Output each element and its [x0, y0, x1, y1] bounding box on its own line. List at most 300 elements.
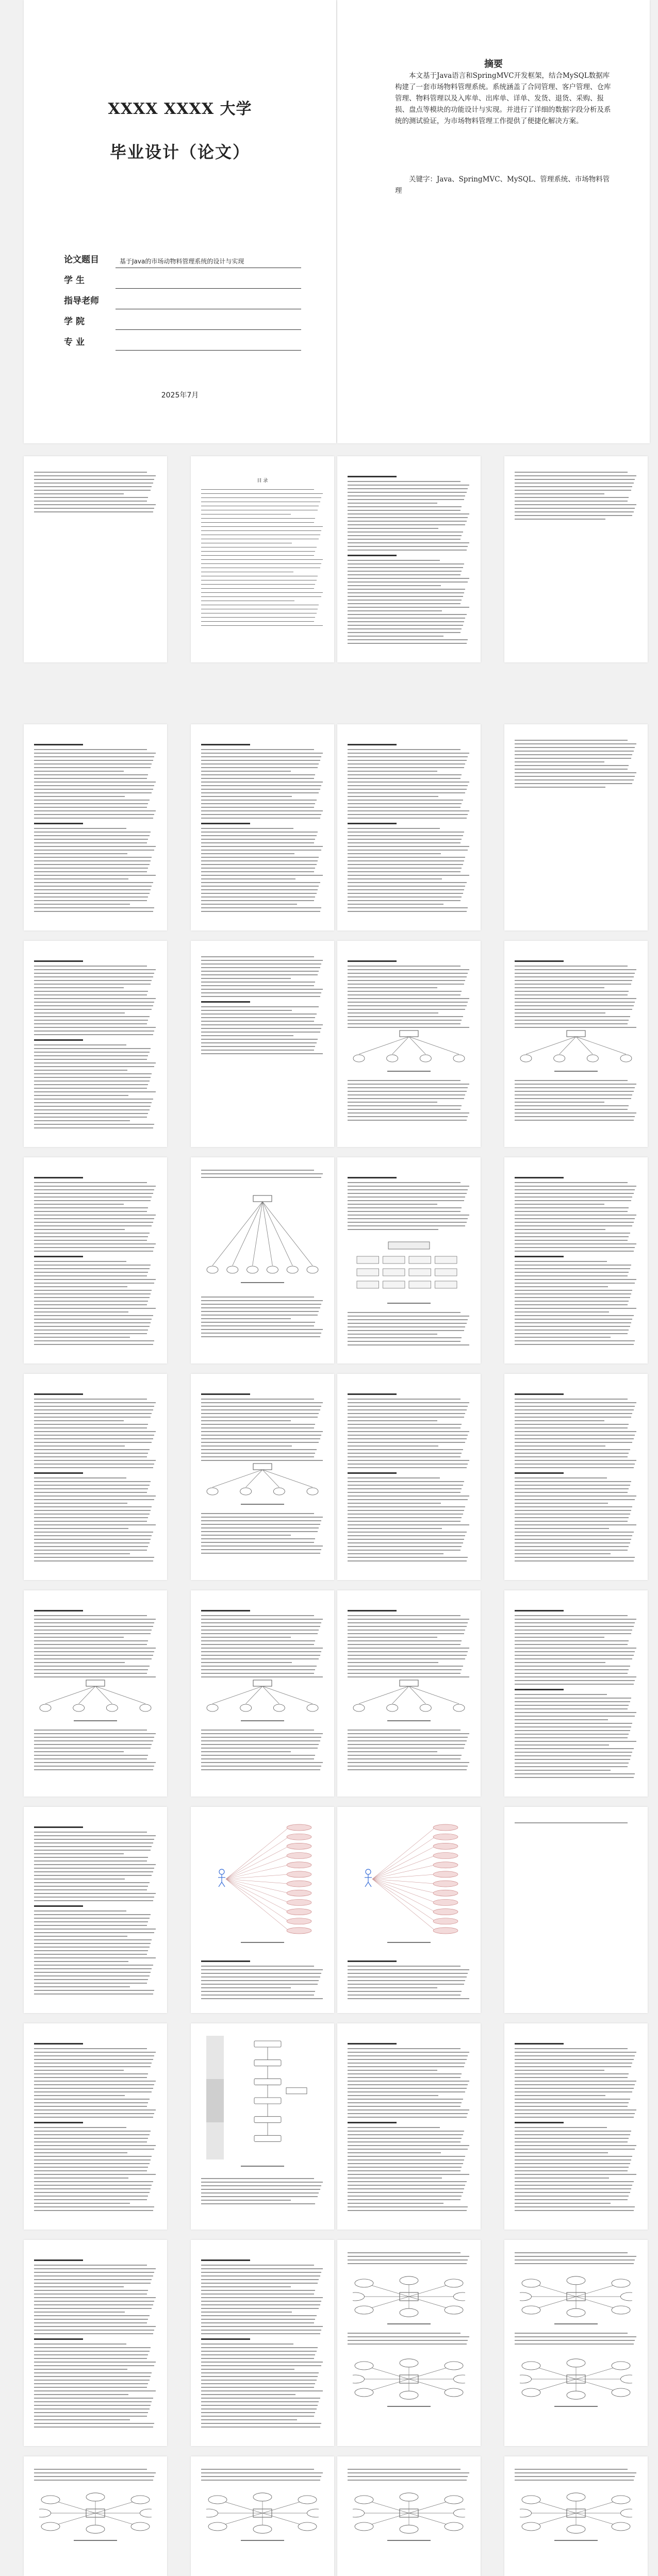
section-heading-line [34, 960, 83, 962]
text-line [201, 868, 315, 869]
document-page-thumbnail [337, 1157, 481, 1364]
text-block [201, 1297, 324, 1340]
text-line [348, 2174, 469, 2175]
text-line [348, 1399, 460, 1400]
text-line [34, 1062, 156, 1063]
text-line [348, 2340, 468, 2341]
text-line [348, 1615, 460, 1616]
text-line [34, 2117, 153, 2118]
figure-caption-line [241, 1504, 284, 1505]
text-line [515, 1215, 636, 1216]
section-heading-line [348, 2122, 397, 2123]
text-line [348, 495, 465, 496]
text-line [348, 2091, 465, 2092]
text-line [34, 1769, 153, 1770]
text-line [34, 2206, 154, 2207]
text-block [201, 1170, 324, 1181]
text-line [348, 1980, 465, 1981]
text-line [515, 1207, 629, 1208]
text-block [34, 472, 157, 515]
text-line [34, 1492, 147, 1493]
text-line [348, 789, 467, 790]
text-line [34, 1918, 150, 1919]
text-block [348, 1312, 470, 1348]
text-line [34, 1975, 150, 1976]
text-line [348, 1409, 467, 1410]
section-heading-line [201, 1960, 250, 1962]
text-line [34, 1740, 153, 1741]
text-line [515, 1027, 636, 1028]
text-block [348, 1956, 470, 2002]
text-line [34, 1669, 148, 1670]
text-line [201, 839, 315, 840]
text-line [34, 2084, 154, 2085]
text-line [34, 860, 151, 861]
text-line [34, 1965, 153, 1966]
text-line [348, 1644, 460, 1645]
text-line [201, 911, 320, 912]
text-line [348, 1094, 465, 1095]
text-line [34, 2358, 147, 2359]
text-line [34, 1247, 154, 1248]
text-line [348, 1485, 463, 1486]
text-block [348, 956, 470, 1031]
text-line [348, 756, 468, 757]
text-line [515, 1229, 605, 1230]
text-block [34, 2469, 157, 2483]
text-line [348, 785, 468, 786]
text-line [348, 628, 462, 629]
text-line [348, 1337, 462, 1338]
text-line [515, 1344, 634, 1345]
text-line [348, 2127, 440, 2128]
text-line [348, 1424, 462, 1425]
text-line [348, 871, 460, 872]
text-line [34, 987, 124, 988]
text-line [348, 2159, 464, 2160]
text-line [515, 740, 628, 741]
tree-diagram [39, 1678, 152, 1714]
text-line [348, 1002, 468, 1003]
text-line [34, 2412, 148, 2413]
module-structure-diagram [206, 1193, 319, 1276]
text-line [348, 2336, 469, 2337]
text-line [515, 1759, 630, 1760]
abstract-heading: 摘要 [484, 59, 503, 70]
text-line [201, 2472, 323, 2473]
text-line [34, 1882, 150, 1883]
section-heading-line [34, 1256, 83, 1257]
text-line [515, 1094, 632, 1095]
text-line [34, 1091, 156, 1092]
text-line [34, 1485, 150, 1486]
section-heading-line [201, 1001, 250, 1003]
text-line [515, 1222, 634, 1223]
text-line [515, 1684, 634, 1685]
text-line [515, 1023, 628, 1024]
text-line [201, 2380, 317, 2381]
text-line [201, 907, 321, 908]
text-line [201, 882, 320, 883]
text-line [201, 1769, 320, 1770]
text-line [34, 1261, 126, 1262]
text-line [348, 2476, 468, 2477]
text-line [515, 1293, 631, 1294]
text-line [201, 2376, 318, 2377]
text-line [34, 1630, 152, 1631]
text-line [515, 1333, 628, 1334]
text-line [201, 818, 320, 819]
text-line [515, 1204, 604, 1205]
text-line [201, 1733, 323, 1734]
text-line [34, 497, 148, 498]
text-block [34, 956, 157, 1131]
section-heading-line [515, 2043, 564, 2045]
text-line [34, 2113, 154, 2114]
text-line [34, 1914, 151, 1915]
text-line [348, 1481, 464, 1482]
text-line [348, 2170, 460, 2171]
text-line [201, 1744, 319, 1745]
text-line [348, 1420, 437, 1421]
text-line [201, 782, 323, 783]
text-line [201, 493, 323, 494]
document-page-thumbnail [504, 2240, 648, 2446]
document-page-thumbnail [191, 456, 334, 662]
text-line [348, 1109, 460, 1110]
text-line [348, 1733, 469, 1734]
text-block [348, 472, 470, 646]
text-line [515, 2181, 634, 2182]
text-line [515, 1236, 629, 1237]
text-line [34, 2145, 156, 2146]
text-block [201, 2178, 324, 2207]
section-heading-line [34, 1177, 83, 1178]
text-line [515, 2073, 629, 2074]
document-page-thumbnail [24, 1590, 167, 1797]
text-line [201, 2365, 321, 2366]
text-line [515, 497, 629, 498]
section-heading-line [201, 2259, 250, 2261]
text-line [34, 2081, 156, 2082]
text-line [34, 1088, 147, 1089]
document-page-thumbnail [504, 456, 648, 662]
text-line [348, 800, 463, 801]
text-line [201, 1538, 315, 1539]
text-line [34, 2192, 150, 2193]
text-block [201, 740, 324, 915]
document-page-thumbnail [337, 1807, 481, 2013]
text-line [34, 792, 152, 793]
text-line [34, 1189, 154, 1190]
text-line [348, 1326, 465, 1327]
text-line [515, 1557, 635, 1558]
text-line [34, 2476, 154, 2477]
section-heading-line [348, 960, 397, 962]
text-line [34, 1077, 151, 1078]
text-line [201, 2182, 323, 2183]
text-line [201, 2480, 320, 2481]
text-line [34, 1066, 154, 1067]
text-line [34, 1044, 126, 1045]
text-line [515, 490, 631, 491]
text-line [34, 483, 153, 484]
text-line [201, 878, 295, 879]
text-line [201, 625, 323, 626]
text-line [34, 1308, 156, 1309]
text-line [201, 526, 323, 527]
text-line [515, 1420, 604, 1421]
text-line [34, 2330, 154, 2331]
text-line [201, 956, 314, 957]
text-line [201, 1438, 320, 1439]
text-line [34, 818, 153, 819]
text-block [348, 740, 470, 915]
text-line [515, 1467, 634, 1468]
text-line [34, 1553, 130, 1554]
text-line [515, 1301, 629, 1302]
text-line [348, 803, 462, 804]
text-line [34, 475, 156, 476]
text-line [348, 610, 442, 611]
text-line [348, 907, 468, 908]
text-line [201, 1046, 315, 1047]
text-line [201, 1053, 323, 1054]
text-line [515, 1726, 631, 1727]
text-line [34, 2203, 130, 2204]
field-label: 学院 [64, 317, 88, 327]
text-line [34, 1662, 125, 1663]
figure-caption-line [387, 2406, 430, 2407]
text-line [34, 511, 153, 512]
text-line [34, 1560, 153, 1561]
figure-caption-line [554, 2540, 597, 2541]
text-line [515, 1822, 628, 1823]
section-heading-line [348, 1177, 397, 1178]
text-line [348, 850, 468, 851]
text-line [34, 973, 154, 974]
text-line [515, 1200, 631, 1201]
text-line [201, 992, 321, 993]
text-block [515, 956, 637, 1031]
text-line [34, 1055, 148, 1056]
document-page-thumbnail [24, 1374, 167, 1580]
text-line [348, 2081, 469, 2082]
thumbnail-row [0, 2240, 658, 2446]
text-line [34, 1666, 150, 1667]
text-line [348, 1539, 464, 1540]
text-line [201, 803, 315, 804]
text-line [201, 792, 319, 793]
text-line [515, 1528, 609, 1529]
text-line [34, 1225, 152, 1226]
text-line [515, 2256, 636, 2257]
text-line [34, 1481, 151, 1482]
text-line [515, 2113, 635, 2114]
text-line [348, 763, 465, 765]
text-line [34, 501, 147, 502]
text-line [34, 1120, 130, 1121]
text-line [34, 1846, 152, 1847]
er-diagram [353, 2358, 465, 2400]
text-line [515, 1218, 635, 1219]
text-line [348, 492, 467, 493]
text-line [515, 2084, 635, 2085]
text-line [515, 2152, 608, 2153]
section-heading-line [201, 1393, 250, 1395]
text-line [348, 1431, 469, 1432]
document-page-thumbnail [504, 2023, 648, 2230]
text-line [348, 1524, 469, 1525]
text-line [348, 900, 460, 901]
text-line [201, 1315, 318, 1316]
text-line [348, 499, 464, 500]
text-line [34, 1954, 147, 1955]
text-line [515, 2252, 628, 2253]
text-line [515, 1655, 634, 1656]
section-heading-line [34, 1472, 83, 1474]
text-line [515, 1399, 628, 1400]
text-line [34, 1073, 152, 1074]
text-block [201, 1606, 324, 1680]
text-line [348, 2117, 467, 2118]
text-line [34, 800, 150, 801]
text-line [201, 2265, 314, 2266]
text-line [34, 1337, 130, 1338]
text-line [348, 1091, 467, 1092]
text-line [34, 1947, 150, 1948]
text-line [515, 486, 632, 487]
text-line [34, 896, 148, 898]
text-line [201, 904, 297, 905]
text-line [34, 1990, 154, 1991]
text-line [34, 1868, 154, 1869]
text-line [201, 2427, 320, 2428]
text-line [34, 1730, 147, 1731]
text-line [34, 1023, 147, 1024]
section-heading-line [34, 744, 83, 745]
field-major [64, 330, 301, 351]
document-page-thumbnail [337, 1374, 481, 1580]
text-line [201, 2372, 319, 2373]
text-line [515, 1283, 635, 1284]
text-line [515, 2336, 636, 2337]
text-line [515, 2210, 634, 2211]
text-line [201, 1976, 320, 1977]
text-line [348, 1196, 465, 1198]
text-line [201, 778, 314, 779]
text-block [201, 1513, 324, 1556]
text-line [34, 2365, 154, 2366]
text-line [348, 2152, 441, 2153]
text-line [34, 1532, 153, 1533]
text-line [34, 1265, 151, 1266]
text-line [515, 1297, 630, 1298]
text-line [515, 2156, 632, 2157]
text-line [348, 976, 467, 977]
text-line [348, 1477, 440, 1478]
text-line [348, 1762, 469, 1763]
text-line [34, 1109, 150, 1110]
text-line [201, 753, 323, 754]
text-line [34, 1113, 148, 1114]
text-line [201, 1987, 291, 1988]
text-line [348, 774, 462, 775]
text-line [515, 1311, 609, 1312]
text-line [34, 1615, 147, 1616]
text-line [348, 1211, 460, 1212]
text-line [34, 1016, 150, 1017]
text-line [348, 2185, 465, 2186]
text-line [515, 787, 605, 788]
text-line [201, 1460, 323, 1461]
text-line [34, 1936, 127, 1937]
text-line [515, 969, 636, 970]
text-line [348, 1655, 467, 1656]
text-line [348, 589, 465, 590]
text-line [348, 1492, 460, 1493]
text-line [348, 542, 469, 543]
text-line [515, 2174, 636, 2175]
text-line [34, 796, 125, 797]
text-line [34, 1409, 153, 1410]
text-line [34, 2106, 147, 2107]
text-line [515, 1211, 628, 1212]
text-line [201, 967, 320, 968]
text-line [515, 1748, 634, 1749]
text-block [34, 740, 157, 915]
text-line [34, 2394, 128, 2395]
field-value [116, 335, 301, 351]
text-block [348, 1389, 470, 1564]
text-line [34, 976, 153, 977]
text-line [515, 2340, 635, 2341]
text-line [201, 1453, 315, 1454]
thumbnail-row [0, 941, 658, 1147]
text-line [34, 763, 152, 765]
text-line [348, 1330, 464, 1331]
figure-caption-line [241, 1942, 284, 1943]
text-line [201, 621, 314, 622]
document-page-thumbnail [24, 941, 167, 1147]
text-line [201, 1669, 315, 1670]
text-line [348, 1998, 469, 1999]
text-line [201, 1966, 314, 1967]
section-heading-line [348, 744, 397, 745]
text-line [515, 2106, 628, 2107]
text-line [201, 1998, 323, 1999]
text-line [348, 524, 465, 525]
text-line [201, 2268, 323, 2269]
text-line [34, 2188, 151, 2189]
text-line [515, 1622, 635, 1623]
text-line [34, 2362, 156, 2363]
document-page-thumbnail [24, 1157, 167, 1364]
text-line [34, 1835, 156, 1836]
text-line [348, 2188, 464, 2189]
text-line [201, 2469, 314, 2470]
text-block [201, 956, 324, 1057]
text-line [348, 1517, 462, 1518]
thesis-type-title: 毕业设计（论文） [109, 142, 250, 162]
text-line [34, 1925, 147, 1926]
text-line [201, 1010, 292, 1011]
text-line [515, 2095, 605, 2096]
text-line [201, 1973, 321, 1974]
text-line [515, 1694, 607, 1695]
text-line [34, 1124, 154, 1125]
text-line [201, 489, 314, 490]
